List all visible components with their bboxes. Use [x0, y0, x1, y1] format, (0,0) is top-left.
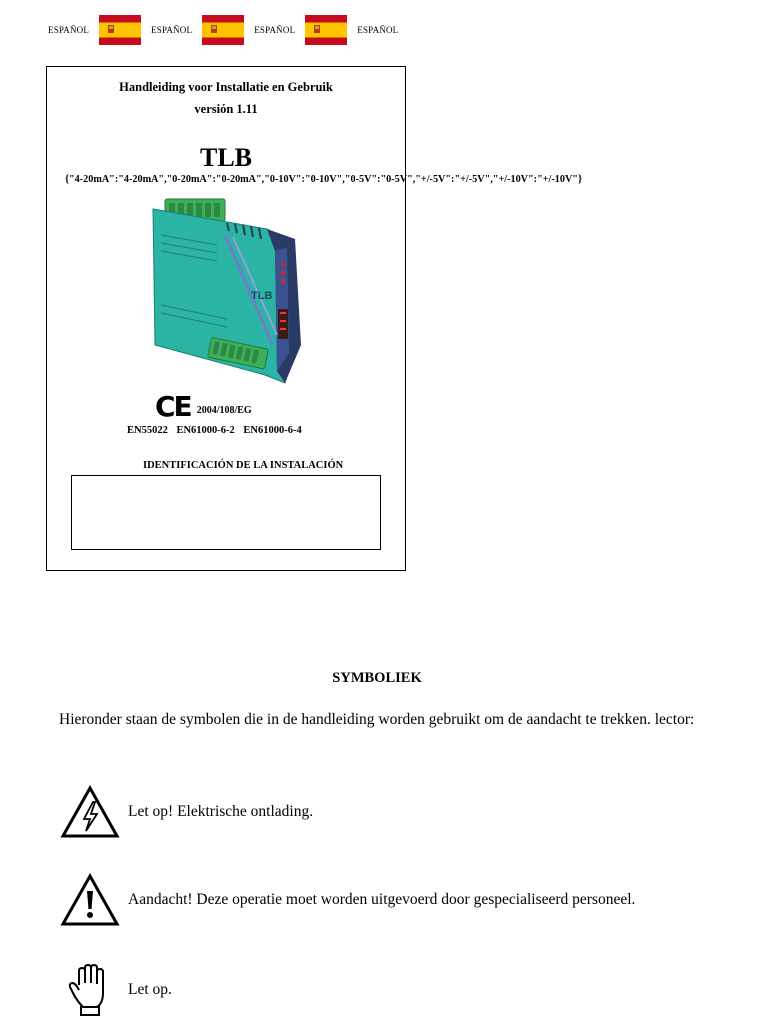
device-image: [147, 195, 307, 395]
signal-ranges: {"4-20mA":"4-20mA","0-20mA":"0-20mA","0-10V":"0-10V","0-5V":"0-5V","+/-5V":"+/-5V","+/-10V":"+/-10V"}: [65, 174, 582, 185]
language-bar: [48, 14, 398, 46]
spain-flag-icon[interactable]: [99, 15, 141, 45]
language-label[interactable]: ESPAÑOL: [151, 25, 193, 35]
hand-stop-icon: [59, 962, 121, 1018]
spain-flag-icon[interactable]: [305, 15, 347, 45]
symbol-item: [59, 872, 635, 928]
cover-page: [46, 66, 582, 571]
symbol-item: [59, 962, 172, 1018]
ce-directive: 2004/108/EG: [196, 404, 252, 416]
installation-identification-box: [71, 475, 381, 550]
language-label[interactable]: ESPAÑOL: [357, 25, 399, 35]
product-name: TLB: [199, 143, 253, 172]
symbol-description: Let op.: [128, 981, 172, 998]
general-warning-icon: [59, 872, 121, 928]
compliance-standards: EN55022 EN61000-6-2 EN61000-6-4: [127, 425, 302, 436]
symbols-section-title: SYMBOLIEK: [332, 670, 422, 686]
language-label[interactable]: ESPAÑOL: [254, 25, 296, 35]
spain-flag-icon[interactable]: [202, 15, 244, 45]
symbol-item: [59, 784, 313, 840]
manual-title: Handleiding voor Installatie en Gebruik: [119, 80, 333, 94]
manual-version: versión 1.11: [194, 102, 258, 116]
installation-identification-title: IDENTIFICACIÓN DE LA INSTALACIÓN: [143, 460, 344, 471]
ce-certification: [155, 390, 252, 423]
ce-mark-icon: CE: [155, 390, 191, 423]
electric-shock-warning-icon: [59, 784, 121, 840]
device-body-label: TLB: [251, 290, 273, 302]
symbols-intro: Hieronder staan de symbolen die in de handleiding worden gebruikt om de aandacht te trekken. lector:: [59, 711, 695, 728]
language-label[interactable]: ESPAÑOL: [48, 25, 90, 35]
symbol-description: Let op! Elektrische ontlading.: [128, 803, 314, 820]
symbol-description: Aandacht! Deze operatie moet worden uitgevoerd door gespecialiseerd personeel.: [128, 891, 636, 908]
